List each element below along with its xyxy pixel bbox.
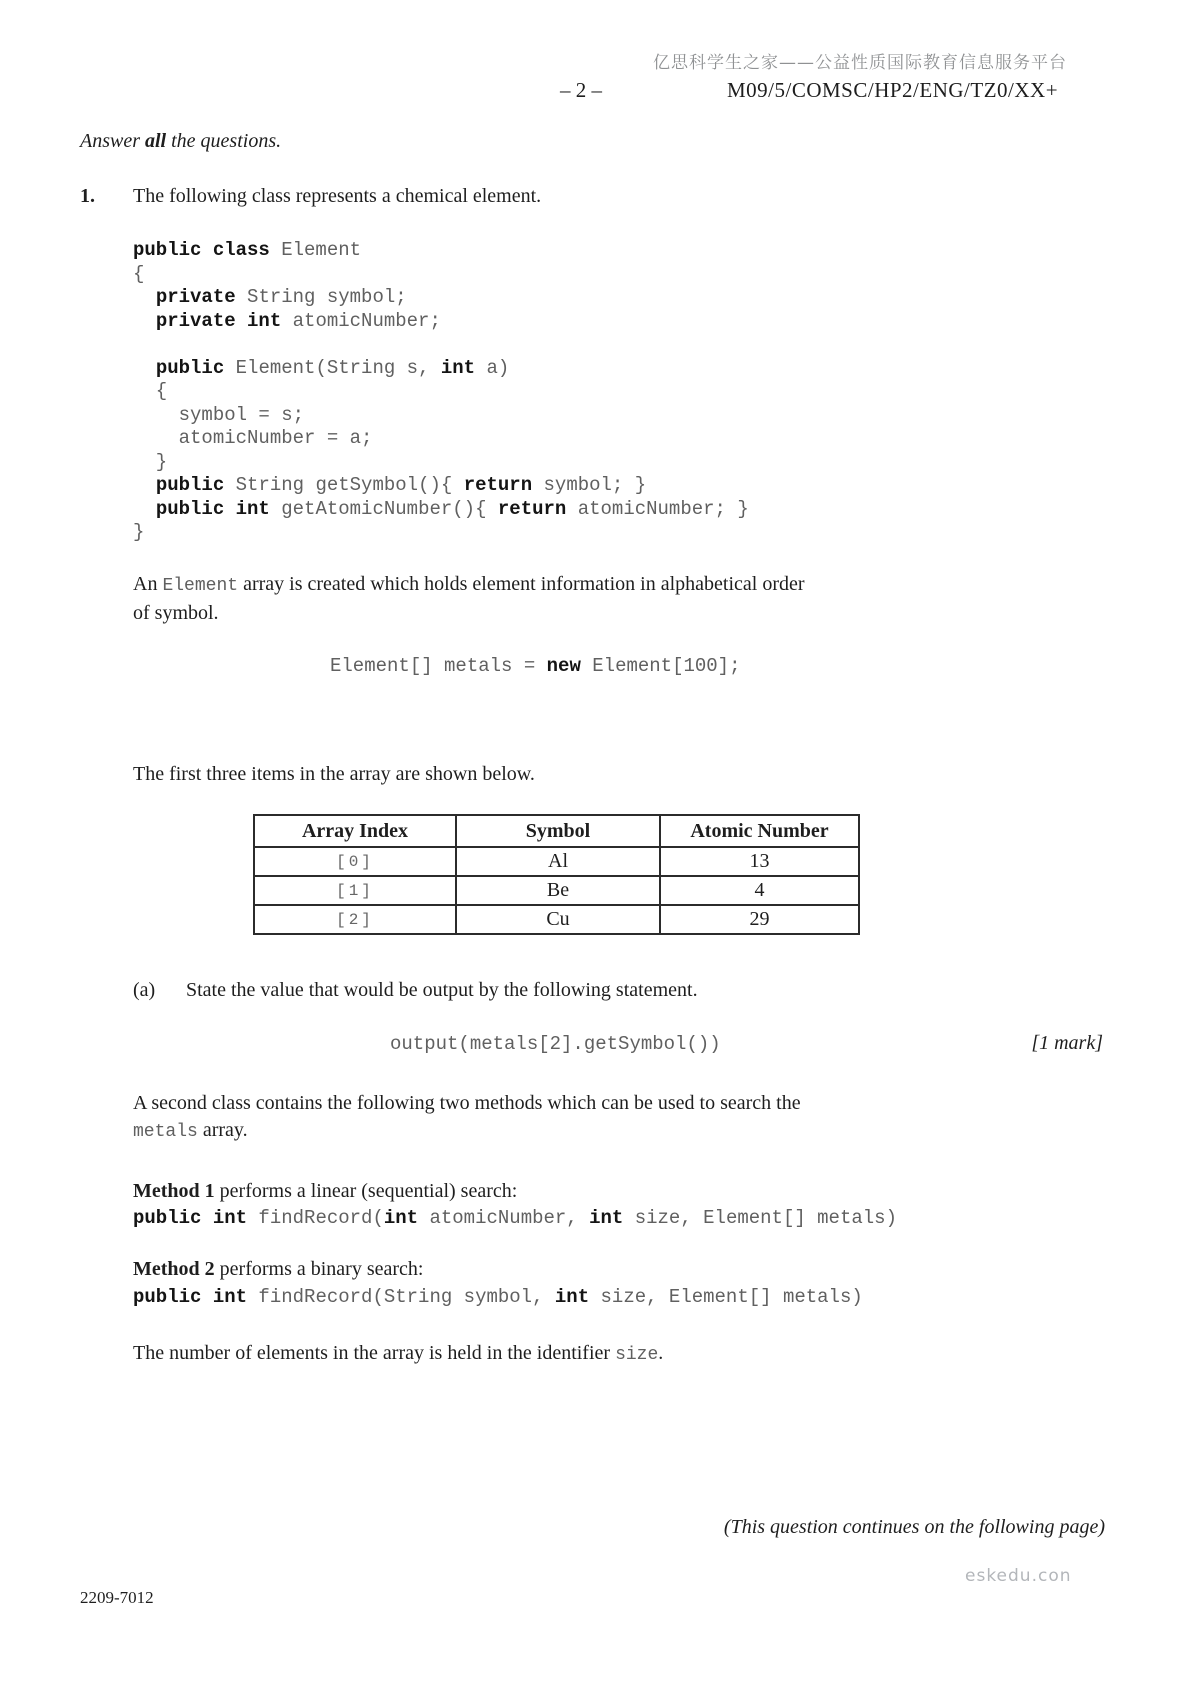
part-a-text: State the value that would be output by the following statement.: [186, 979, 698, 1001]
table-row: [254, 876, 859, 905]
column-header-symbol: Symbol: [456, 815, 660, 847]
elements-table-body: [254, 847, 859, 934]
part-a-question: [133, 977, 698, 1004]
marks-badge: [1 mark]: [1031, 1032, 1103, 1054]
method1-signature-code: public int findRecord(int atomicNumber, int size, Element[] metals): [133, 1207, 897, 1229]
table-row: [254, 905, 859, 934]
question-number: 1.: [80, 185, 95, 207]
method2-signature-code: public int findRecord(String symbol, int size, Element[] metals): [133, 1286, 863, 1308]
watermark-text: eskedu.con: [965, 1566, 1072, 1586]
table-cell-idx: [0]: [254, 847, 456, 876]
paper-code: M09/5/COMSC/HP2/ENG/TZ0/XX+: [727, 78, 1059, 102]
table-cell-sym: Al: [456, 847, 660, 876]
page-number: – 2 –: [560, 78, 602, 102]
continuation-note: (This question continues on the following page): [723, 1516, 1105, 1538]
table-cell-idx: [1]: [254, 876, 456, 905]
array-created-paragraph: [133, 571, 805, 627]
array-declaration-code: Element[] metals = new Element[100];: [330, 655, 741, 677]
table-row: [254, 847, 859, 876]
second-class-line2: metals array.: [133, 1119, 248, 1142]
table-cell-atm: 4: [660, 876, 859, 905]
method2-label: Method 2 performs a binary search:: [133, 1258, 424, 1280]
array-created-line2: of symbol.: [133, 602, 219, 624]
table-cell-idx: [2]: [254, 905, 456, 934]
question-1-intro: [80, 183, 541, 210]
size-identifier-note: The number of elements in the array is held in the identifier size.: [133, 1342, 664, 1365]
table-cell-sym: Be: [456, 876, 660, 905]
method1-label: Method 1 performs a linear (sequential) search:: [133, 1180, 518, 1202]
output-statement-code: output(metals[2].getSymbol()): [390, 1033, 721, 1055]
document-code: 2209-7012: [80, 1588, 154, 1607]
part-a-label: (a): [133, 979, 156, 1001]
table-cell-atm: 29: [660, 905, 859, 934]
answer-all-instruction: Answer all the questions.: [80, 130, 282, 152]
element-class-code-block: public class Element { private String symbol; private int atomicNumber; public Element(String s, int a) { symbol = s; atomicNumber = a; } public String getSymbol(){ return symbol; } public int getAtomicNumber(){ return atomicNumber; } }: [133, 239, 749, 543]
site-banner-text: 亿思科学生之家——公益性质国际教育信息服务平台: [653, 53, 1067, 73]
second-class-line1: A second class contains the following two methods which can be used to search the: [133, 1092, 801, 1114]
table-cell-sym: Cu: [456, 905, 660, 934]
array-created-line1: An Element array is created which holds element information in alphabetical order: [133, 573, 805, 596]
table-intro-text: The first three items in the array are shown below.: [133, 763, 535, 785]
elements-table: [253, 814, 860, 935]
second-class-paragraph: [133, 1090, 801, 1146]
column-header-array-index: Array Index: [254, 815, 456, 847]
elements-table-header: [254, 815, 859, 847]
column-header-atomic-number: Atomic Number: [660, 815, 859, 847]
question-intro-text: The following class represents a chemical element.: [133, 185, 542, 207]
table-cell-atm: 13: [660, 847, 859, 876]
